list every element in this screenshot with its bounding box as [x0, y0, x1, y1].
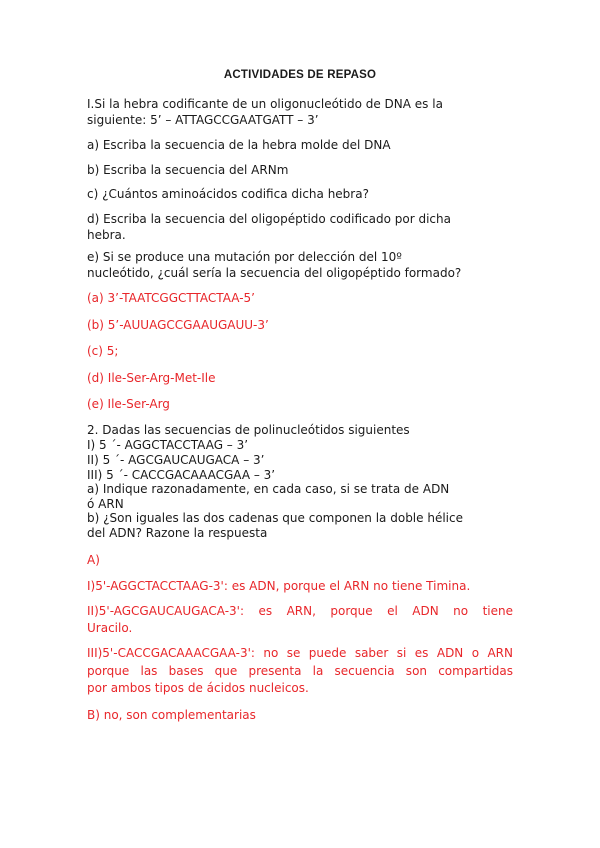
q2-item-a-line1: a) Indique razonadamente, en cada caso, si se trata de ADN — [87, 482, 450, 496]
q2-sequence-3: III) 5 ´- CACCGACAAACGAA – 3’ — [87, 468, 276, 482]
answer1-e: (e) Ile-Ser-Arg — [87, 397, 170, 411]
answer1-c: (c) 5; — [87, 344, 119, 358]
answer2-heading: A) — [87, 553, 100, 567]
q2-intro: 2. Dadas las secuencias de polinucleótidos siguientes — [87, 423, 410, 437]
q1-item-e-line2: nucleótido, ¿cuál sería la secuencia del oligopéptido formado? — [87, 266, 462, 280]
q1-item-e-line1: e) Si se produce una mutación por delección del 10º — [87, 250, 402, 264]
q1-item-b: b) Escriba la secuencia del ARNm — [87, 163, 289, 177]
answer2-ii-line2: Uracilo. — [87, 621, 133, 635]
q1-item-c: c) ¿Cuántos aminoácidos codifica dicha hebra? — [87, 187, 369, 201]
q2-sequence-1: I) 5 ´- AGGCTACCTAAG – 3’ — [87, 438, 249, 452]
q1-item-a: a) Escriba la secuencia de la hebra molde del DNA — [87, 138, 391, 152]
answer2-iii-line3: por ambos tipos de ácidos nucleicos. — [87, 681, 309, 695]
page-title: ACTIVIDADES DE REPASO — [223, 69, 377, 81]
q2-sequence-2: II) 5 ´- AGCGAUCAUGACA – 3’ — [87, 453, 265, 467]
answer1-a: (a) 3’-TAATCGGCTTACTAA-5’ — [87, 291, 255, 305]
q2-item-b-line2: del ADN? Razone la respuesta — [87, 526, 268, 540]
answer2-b: B) no, son complementarias — [87, 708, 256, 722]
answer2-i: I)5'-AGGCTACCTAAG-3': es ADN, porque el ARN no tiene Timina. — [87, 579, 471, 593]
q1-intro-line2: siguiente: 5’ – ATTAGCCGAATGATT – 3’ — [87, 113, 319, 127]
answer2-ii-line1: II)5'-AGCGAUCAUGACA-3': es ARN, porque el ADN no tiene — [87, 604, 513, 618]
answer1-d: (d) Ile-Ser-Arg-Met-Ile — [87, 371, 216, 385]
answer2-iii-line1: III)5'-CACCGACAAACGAA-3': no se puede saber si es ADN o ARN — [87, 646, 513, 660]
q1-intro-line1: I.Si la hebra codificante de un oligonucleótido de DNA es la — [87, 97, 443, 111]
q1-item-d-line2: hebra. — [87, 228, 126, 242]
q2-item-b-line1: b) ¿Son iguales las dos cadenas que componen la doble hélice — [87, 511, 463, 525]
answer2-iii-line2: porque las bases que presenta la secuencia son compartidas — [87, 664, 513, 678]
q1-item-d-line1: d) Escriba la secuencia del oligopéptido codificado por dicha — [87, 212, 451, 226]
q2-item-a-line2: ó ARN — [87, 497, 124, 511]
answer1-b: (b) 5’-AUUAGCCGAAUGAUU-3’ — [87, 318, 269, 332]
